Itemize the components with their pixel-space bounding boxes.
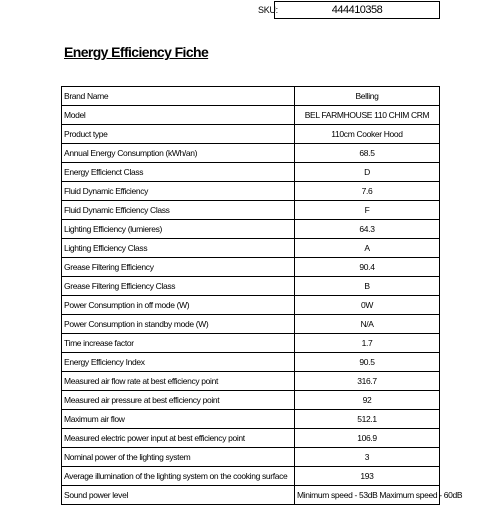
table-row — [62, 296, 440, 315]
row-label: Measured air flow rate at best efficiency point — [62, 372, 295, 391]
row-value: 110cm Cooker Hood — [295, 125, 440, 144]
table-row — [62, 391, 440, 410]
table-row — [62, 448, 440, 467]
table-row — [62, 125, 440, 144]
row-label: Annual Energy Consumption (kWh/an) — [62, 144, 295, 163]
row-value: A — [295, 239, 440, 258]
table-row — [62, 201, 440, 220]
row-value: 68.5 — [295, 144, 440, 163]
row-value: 64.3 — [295, 220, 440, 239]
table-row — [62, 334, 440, 353]
sku-value-box: 444410358 — [274, 1, 440, 19]
table-row — [62, 410, 440, 429]
row-label: Fluid Dynamic Efficiency — [62, 182, 295, 201]
row-value: 7.6 — [295, 182, 440, 201]
table-row — [62, 258, 440, 277]
table-row — [62, 144, 440, 163]
row-label: Product type — [62, 125, 295, 144]
table-row — [62, 163, 440, 182]
table-row — [62, 353, 440, 372]
row-label: Brand Name — [62, 87, 295, 106]
table-row — [62, 106, 440, 125]
table-row — [62, 315, 440, 334]
sku-row — [258, 1, 440, 19]
row-label: Grease Filtering Efficiency — [62, 258, 295, 277]
row-value: N/A — [295, 315, 440, 334]
row-value: 1.7 — [295, 334, 440, 353]
energy-fiche-table-body — [62, 87, 463, 505]
row-label: Grease Filtering Efficiency Class — [62, 277, 295, 296]
table-row — [62, 372, 440, 391]
sku-label: SKU: — [258, 5, 278, 15]
row-value: B — [295, 277, 440, 296]
row-label: Maximum air flow — [62, 410, 295, 429]
row-label: Measured air pressure at best efficiency point — [62, 391, 295, 410]
row-value: Minimum speed - 53dB Maximum speed - 60dB — [295, 486, 440, 505]
row-label: Average illumination of the lighting system on the cooking surface — [62, 467, 295, 486]
row-value: F — [295, 201, 440, 220]
row-value: 193 — [295, 467, 440, 486]
page-title: Energy Efficiency Fiche — [64, 44, 209, 60]
row-value: D — [295, 163, 440, 182]
row-value: 0W — [295, 296, 440, 315]
table-row — [62, 239, 440, 258]
row-label: Energy Efficienct Class — [62, 163, 295, 182]
table-row — [62, 429, 440, 448]
table-row — [62, 467, 440, 486]
table-row — [62, 220, 440, 239]
row-value: Belling — [295, 87, 440, 106]
row-value: BEL FARMHOUSE 110 CHIM CRM — [295, 106, 440, 125]
table-row — [62, 87, 440, 106]
row-label: Lighting Efficiency Class — [62, 239, 295, 258]
row-label: Energy Efficiency Index — [62, 353, 295, 372]
row-label: Power Consumption in off mode (W) — [62, 296, 295, 315]
table-row — [62, 182, 440, 201]
row-label: Sound power level — [62, 486, 295, 505]
row-label: Nominal power of the lighting system — [62, 448, 295, 467]
row-value: 90.4 — [295, 258, 440, 277]
row-label: Lighting Efficiency (lumieres) — [62, 220, 295, 239]
row-value: 92 — [295, 391, 440, 410]
row-label: Fluid Dynamic Efficiency Class — [62, 201, 295, 220]
table-row — [62, 486, 440, 505]
row-value: 106.9 — [295, 429, 440, 448]
row-label: Power Consumption in standby mode (W) — [62, 315, 295, 334]
row-value: 3 — [295, 448, 440, 467]
row-label: Model — [62, 106, 295, 125]
energy-fiche-table — [61, 86, 463, 505]
row-value: 90.5 — [295, 353, 440, 372]
row-value: 512.1 — [295, 410, 440, 429]
row-label: Measured electric power input at best efficiency point — [62, 429, 295, 448]
table-row — [62, 277, 440, 296]
row-label: Time increase factor — [62, 334, 295, 353]
row-value: 316.7 — [295, 372, 440, 391]
